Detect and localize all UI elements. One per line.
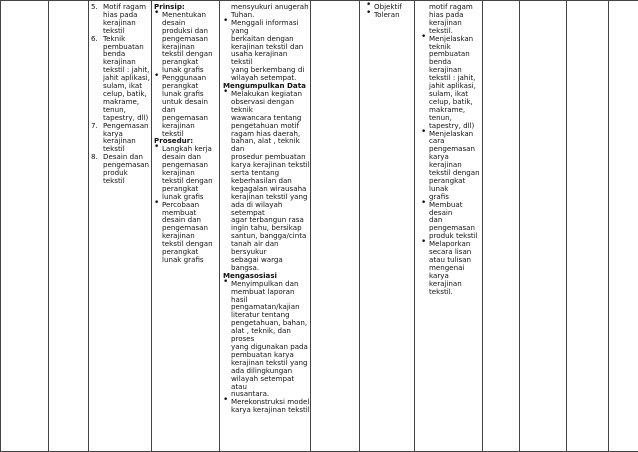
bullet-item — [429, 130, 483, 201]
text-line: tekstil dengan — [162, 175, 213, 185]
text-line: jahit aplikasi, — [103, 73, 150, 83]
text-line: • Objektif — [374, 2, 402, 11]
text-line: pengemasan — [162, 112, 209, 122]
text-line: kerajinan — [429, 17, 462, 27]
text-line: pengemasan — [162, 223, 209, 233]
column-divider — [359, 0, 360, 452]
text-line: kerajinan tekstil yang — [231, 191, 308, 201]
penilaian-intro — [421, 3, 483, 35]
mengumpulkan-data-heading: Mengumpulkan Data — [223, 81, 306, 91]
text-line: kerajinan — [103, 57, 136, 67]
text-line: tenun, — [103, 104, 126, 114]
text-line: ingin tahu, bersikap — [231, 223, 302, 233]
numbered-item — [91, 152, 151, 185]
text-line: atau tulisan — [429, 255, 471, 264]
text-line: kerajinan — [103, 17, 136, 27]
text-line: tekstil — [103, 144, 125, 154]
prinsip-heading: Prinsip: — [154, 2, 185, 11]
penilaian-list — [421, 35, 483, 296]
pembelajaran-intro — [223, 3, 311, 19]
text-line: observasi dengan teknik — [231, 96, 294, 114]
text-line: tekstil — [162, 128, 184, 138]
bullet-item — [231, 90, 311, 272]
text-line: cara — [429, 136, 445, 146]
text-line: celup, batik, — [103, 88, 147, 98]
text-line: hias pada — [429, 9, 464, 19]
text-line: prosedur pembuatan — [231, 152, 306, 162]
mengasosiasi-heading: Mengasosiasi — [223, 270, 277, 280]
text-line: • Menjelaskan — [429, 128, 474, 138]
text-line: lunak grafis — [162, 255, 204, 264]
text-line: • Menjelaskan — [429, 33, 474, 43]
bullet-item — [374, 11, 416, 19]
text-line: kerajinan — [162, 231, 195, 241]
text-line: pembuatan — [429, 49, 470, 59]
numbered-item — [91, 2, 151, 35]
text-line: benda kerajinan — [429, 57, 462, 75]
text-line: tekstil : jahit, — [103, 65, 150, 75]
materi-list — [91, 3, 151, 185]
column-divider — [88, 0, 89, 452]
bullet-item — [429, 201, 483, 241]
text-line: • Percobaan — [162, 199, 200, 209]
text-line: perangkat — [162, 57, 199, 67]
column-divider — [48, 0, 49, 452]
text-line: makrame, — [103, 96, 140, 106]
text-line: alat , teknik, dan proses — [231, 326, 291, 344]
text-line: karya kerajinan — [429, 270, 462, 288]
text-line: literatur tentang — [231, 310, 290, 320]
text-line: pengetahuan, bahan, — [231, 318, 308, 328]
text-line: produk tekstil — [103, 168, 128, 185]
text-line: perangkat — [162, 247, 199, 257]
text-line: karya kerajinan tekstil — [231, 160, 310, 170]
text-line: hias pada — [103, 9, 138, 19]
text-line: • Melakukan kegiatan — [231, 88, 302, 98]
text-line: santun, bangga/cinta — [231, 231, 307, 241]
text-line: jahit aplikasi, — [429, 81, 476, 91]
text-line: lunak grafis — [162, 191, 204, 201]
text-line: • Penggunaan — [162, 73, 207, 83]
text-line: dan — [429, 215, 443, 225]
bullet-item — [429, 240, 483, 295]
text-line: ada dilingkungan — [231, 365, 293, 375]
item-number: 5. — [91, 2, 98, 11]
text-line: lunak grafis — [162, 88, 204, 98]
prosedur-heading: Prosedur: — [154, 136, 194, 146]
text-line: dan — [162, 104, 176, 114]
text-line: tapestry, dll) — [429, 120, 475, 130]
text-line: membuat laporan hasil — [231, 286, 295, 304]
text-line: mensyukuri anugerah — [231, 2, 309, 11]
text-line: • Toleran — [374, 9, 400, 19]
numbered-item — [91, 120, 151, 154]
text-line: pembuatan karya — [231, 349, 294, 359]
text-line: pengemasan — [429, 223, 476, 233]
text-line: secara lisan — [429, 247, 472, 257]
text-line: pengamatan/kajian — [231, 302, 300, 312]
numbered-item — [91, 33, 151, 122]
column-divider — [414, 0, 415, 452]
text-line: agar terbangun rasa — [231, 215, 304, 225]
text-line: untuk desain — [162, 96, 209, 106]
text-line: karya kerajinan — [429, 152, 462, 170]
text-line: perangkat — [162, 81, 199, 91]
sikap-cell — [366, 3, 416, 19]
text-line: • Merekonstruksi model — [231, 397, 310, 407]
text-line: serta tentang — [231, 168, 280, 178]
text-line: usaha kerajinan tekstil — [231, 49, 288, 67]
sikap-list — [366, 3, 416, 19]
text-line: • Melaporkan — [429, 239, 471, 249]
mengumpulkan-data-list — [223, 90, 311, 272]
item-number: 7. — [91, 120, 98, 130]
text-line: kerajinan — [162, 168, 195, 178]
menanya-list — [223, 19, 311, 82]
bullet-item — [231, 398, 311, 414]
text-line: Motif ragam — [103, 2, 146, 11]
text-line: pengemasan — [429, 144, 476, 154]
text-line: desain dan — [162, 152, 201, 162]
text-line: tekstil. — [429, 25, 453, 35]
mengasosiasi-list — [223, 280, 311, 414]
text-line: sulam, ikat — [103, 81, 143, 91]
column-divider — [608, 0, 609, 452]
text-line: kerajinan tekstil dan — [231, 41, 304, 51]
text-line: Teknik — [103, 33, 126, 43]
item-number: 8. — [91, 152, 98, 162]
column-divider — [519, 0, 520, 452]
penilaian-cell — [421, 3, 483, 296]
text-line: tekstil — [103, 25, 125, 35]
text-line: bahan, alat , teknik dan — [231, 136, 300, 154]
text-line: kerajinan tekstil yang — [231, 357, 308, 367]
table-top-border — [0, 0, 638, 1]
text-line: perangkat lunak — [429, 175, 466, 193]
text-line: tapestry, dll) — [103, 112, 149, 122]
text-line: tenun, — [429, 112, 452, 122]
text-line: karya kerajinan tekstil — [231, 405, 310, 415]
text-line: berkaitan dengan — [231, 33, 294, 43]
column-divider — [151, 0, 152, 452]
bullet-item — [231, 19, 311, 82]
text-line: ragam hias daerah, — [231, 128, 301, 138]
text-line: Desain dan — [103, 152, 143, 162]
text-line: yang digunakan pada — [231, 341, 308, 351]
text-line: • Membuat desain — [429, 199, 463, 217]
text-line: yang berkembang di — [231, 65, 305, 75]
text-line: benda — [103, 49, 126, 59]
text-line: Tuhan. — [231, 9, 255, 19]
item-number: 6. — [91, 33, 98, 43]
text-line: ada di wilayah setempat — [231, 199, 283, 217]
text-line: mengenai — [429, 262, 465, 272]
text-line: keberhasilan dan — [231, 175, 292, 185]
text-line: Pengemasan — [103, 120, 149, 130]
prosedur-list — [154, 145, 220, 264]
text-line: wilayah setempat. — [231, 73, 297, 83]
text-line: grafis — [429, 191, 449, 201]
text-line: membuat — [162, 207, 197, 217]
text-line: produksi dan — [162, 25, 208, 35]
bullet-item — [231, 280, 311, 399]
text-line: wawancara tentang — [231, 112, 302, 122]
text-line: lunak grafis — [162, 65, 204, 75]
bullet-item — [162, 145, 220, 200]
text-line: nusantara. — [231, 389, 270, 399]
bullet-item — [429, 35, 483, 130]
text-line: pengemasan — [162, 160, 209, 170]
prinsip-prosedur-cell — [154, 3, 220, 264]
text-line: wilayah setempat atau — [231, 373, 295, 391]
text-line: pengemasan — [162, 33, 209, 43]
text-line: perangkat — [162, 183, 199, 193]
text-line: pengetahuan motif — [231, 120, 299, 130]
text-line: produk tekstil — [429, 231, 478, 241]
text-line: pengemasan — [103, 160, 150, 170]
text-line: kerajinan — [162, 41, 195, 51]
text-line: motif ragam — [429, 2, 473, 11]
text-line: tekstil dengan — [429, 168, 480, 178]
bullet-item — [162, 201, 220, 264]
materi-pokok-cell — [91, 3, 151, 185]
text-line: sebagai warga bangsa. — [231, 255, 283, 272]
text-line: • Menyimpulkan dan — [231, 278, 299, 288]
text-line: pembuatan — [103, 41, 144, 51]
text-line: • Menentukan — [162, 9, 206, 19]
text-line: desain dan — [162, 215, 201, 225]
column-divider — [566, 0, 567, 452]
text-line: celup, batik, — [429, 96, 473, 106]
text-line: • Menggali informasi yang — [231, 17, 299, 35]
text-line: kegagalan wirausaha — [231, 183, 307, 193]
text-line: tekstil. — [429, 286, 453, 296]
text-line: makrame, — [429, 104, 466, 114]
text-line: sulam, ikat — [429, 88, 469, 98]
text-line: teknik — [429, 41, 451, 51]
bullet-item — [162, 74, 220, 137]
text-line: karya kerajinan — [103, 128, 136, 146]
column-divider — [0, 0, 1, 452]
text-line: • Langkah kerja — [162, 144, 212, 154]
text-line: tekstil dengan — [162, 239, 213, 249]
text-line: tekstil : jahit, — [429, 73, 476, 83]
text-line: tekstil dengan — [162, 49, 213, 59]
text-line: tanah air dan bersyukur — [231, 239, 279, 257]
prinsip-list — [154, 11, 220, 138]
text-line: kerajinan — [162, 120, 195, 130]
kegiatan-pembelajaran-cell — [223, 3, 311, 414]
text-line: desain — [162, 17, 186, 27]
bullet-item — [162, 11, 220, 74]
